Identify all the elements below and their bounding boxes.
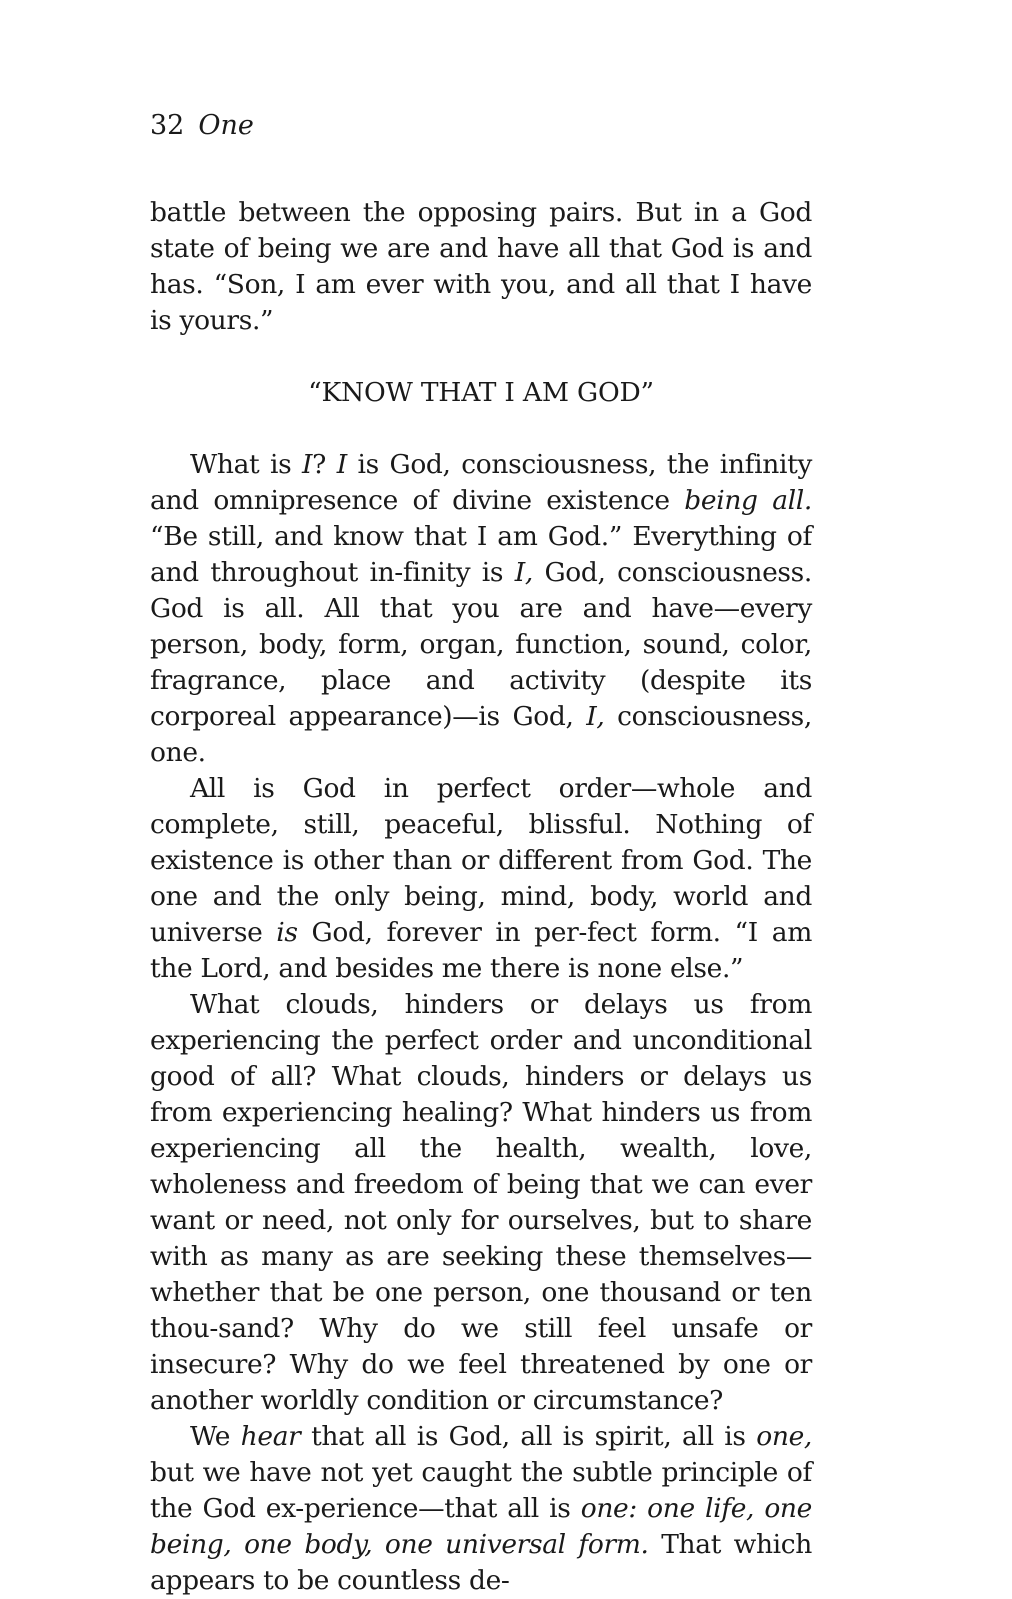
text-run: God, forever in per-fect form. “I am the Lord, and besides me there is none else.” — [150, 917, 812, 984]
italic-run: I, — [514, 557, 533, 588]
text-run: that all is God, all is spirit, all is — [300, 1421, 757, 1452]
italic-run: one, — [756, 1421, 812, 1452]
paragraph-continued: battle between the opposing pairs. But in a God state of being we are and have all that God is and has. “Son, I am ever with you, and all that I have is yours.” — [150, 197, 812, 336]
book-page — [150, 0, 812, 1596]
text-run: “Be still, and know that I am God.” Everything of and throughout in-finity is — [150, 521, 812, 588]
italic-run: I, — [586, 701, 605, 732]
body-text — [150, 195, 812, 1599]
text-run: God, consciousness. God is all. All that you are and have—every person, body, form, organ, function, sound, color, fragrance, place and activity (despite its corporeal appearance)—is God, — [150, 557, 812, 732]
text-run: That which appears to be countless de- — [150, 1529, 812, 1596]
text-run: All is God in perfect order—whole and complete, still, peaceful, blissful. Nothing of existence is other than or different from God. The one and the only being, mind, body, world and universe — [150, 773, 812, 948]
italic-run: I — [302, 449, 313, 480]
text-run: ? — [312, 449, 337, 480]
paragraph-what-is-i — [150, 447, 812, 771]
italic-run: one: one life, one being, one body, one universal form. — [150, 1493, 812, 1560]
italic-run: hear — [240, 1421, 301, 1452]
section-heading: “KNOW THAT I AM GOD” — [308, 377, 654, 408]
italic-run: is — [276, 917, 298, 948]
running-head — [150, 108, 254, 144]
italic-run: I — [336, 449, 347, 480]
paragraph-all-is-god — [150, 771, 812, 987]
page-number: 32 — [150, 110, 185, 141]
text-run: What is — [190, 449, 303, 480]
chapter-title: One — [198, 110, 254, 141]
paragraph-we-hear — [150, 1419, 812, 1599]
text-run: We — [190, 1421, 241, 1452]
italic-run: being all. — [684, 485, 812, 516]
text-run: consciousness, one. — [150, 701, 812, 768]
text-run: is God, consciousness, the infinity and omnipresence of divine existence — [150, 449, 812, 516]
paragraph-what-clouds: What clouds, hinders or delays us from experiencing the perfect order and unconditional good of all? What clouds, hinders or delays us from experiencing healing? What hinders us from experiencing all the health, wealth, love, wholeness and freedom of being that we can ever want or need, not only for ourselves, but to share with as many as are seeking these themselves—whether that be one person, one thousand or ten thou-sand? Why do we still feel unsafe or insecure? Why do we feel threatened by one or another worldly condition or circumstance? — [150, 989, 812, 1416]
text-run: but we have not yet caught the subtle principle of the God ex-perience—that all is — [150, 1457, 812, 1524]
